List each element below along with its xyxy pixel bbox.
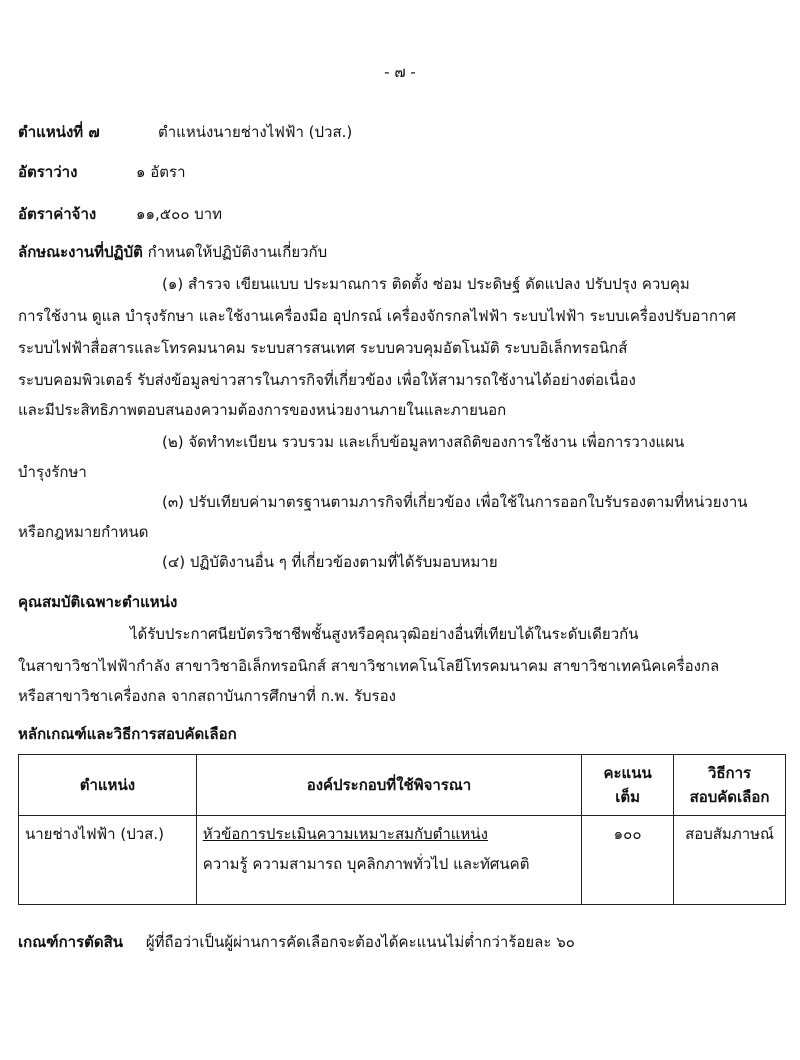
job-line: (๒) จัดทำทะเบียน รวบรวม และเก็บข้อมูลทางสถิติของการใช้งาน เพื่อการวางแผน: [162, 433, 685, 451]
cell-factor: [196, 816, 581, 905]
qualification-heading: คุณสมบัติเฉพาะตำแหน่ง: [18, 593, 178, 611]
job-nature-heading-line: [18, 240, 327, 264]
qualification-line: หรือสาขาวิชาเครื่องกล จากสถาบันการศึกษาที่ ก.พ. รับรอง: [18, 687, 396, 705]
decision-text: ผู้ที่ถือว่าเป็นผู้ผ่านการคัดเลือกจะต้องได้คะแนนไม่ต่ำกว่าร้อยละ ๖๐: [145, 933, 575, 951]
cell-position: นายช่างไฟฟ้า (ปวส.): [19, 816, 197, 905]
col-header-score-line2: เต็ม: [615, 788, 640, 806]
criteria-heading: หลักเกณฑ์และวิธีการสอบคัดเลือก: [18, 725, 237, 743]
factor-title: หัวข้อการประเมินความเหมาะสมกับตำแหน่ง: [202, 825, 488, 843]
position-value: ตำแหน่งนายช่างไฟฟ้า (ปวส.): [158, 123, 353, 141]
decision-line: [18, 930, 575, 954]
col-header-position: ตำแหน่ง: [19, 755, 197, 816]
col-header-score: [582, 755, 674, 816]
criteria-header-row: [19, 755, 786, 816]
decision-label: เกณฑ์การตัดสิน: [18, 933, 124, 951]
job-line: หรือกฎหมายกำหนด: [18, 523, 149, 541]
col-header-method-line1: วิธีการ: [707, 764, 752, 782]
position-label: ตำแหน่งที่ ๗: [18, 123, 100, 141]
col-header-factor: องค์ประกอบที่ใช้พิจารณา: [196, 755, 581, 816]
col-header-method-line2: สอบคัดเลือก: [689, 788, 770, 806]
job-nature-intro: กำหนดให้ปฏิบัติงานเกี่ยวกับ: [147, 243, 328, 261]
job-line: การใช้งาน ดูแล บำรุงรักษา และใช้งานเครื่องมือ อุปกรณ์ เครื่องจักรกลไฟฟ้า ระบบไฟฟ้า ระบบเครื่องปรับอากาศ: [18, 307, 736, 325]
page-number: - ๗ -: [384, 63, 416, 81]
col-header-method: [674, 755, 786, 816]
salary-label: อัตราค่าจ้าง: [18, 205, 97, 223]
vacancy-value: ๑ อัตรา: [136, 163, 186, 181]
cell-score: ๑๐๐: [582, 816, 674, 905]
criteria-table: [18, 754, 786, 905]
vacancy-label: อัตราว่าง: [18, 163, 78, 181]
job-line: (๔) ปฏิบัติงานอื่น ๆ ที่เกี่ยวข้องตามที่ได้รับมอบหมาย: [162, 553, 498, 571]
table-row: [19, 816, 786, 905]
cell-method: สอบสัมภาษณ์: [674, 816, 786, 905]
qualification-line: ได้รับประกาศนียบัตรวิชาชีพชั้นสูงหรือคุณวุฒิอย่างอื่นที่เทียบได้ในระดับเดียวกัน: [130, 625, 639, 643]
job-line: และมีประสิทธิภาพตอบสนองความต้องการของหน่วยงานภายในและภายนอก: [18, 401, 507, 419]
job-line: ระบบไฟฟ้าสื่อสารและโทรคมนาคม ระบบสารสนเทศ ระบบควบคุมอัตโนมัติ ระบบอิเล็กทรอนิกส์: [18, 339, 628, 357]
col-header-score-line1: คะแนน: [603, 764, 652, 782]
job-nature-heading: ลักษณะงานที่ปฏิบัติ: [18, 243, 143, 261]
job-line: (๑) สำรวจ เขียนแบบ ประมาณการ ติดตั้ง ซ่อม ประดิษฐ์ ดัดแปลง ปรับปรุง ควบคุม: [162, 275, 690, 293]
factor-detail: ความรู้ ความสามารถ บุคลิกภาพทั่วไป และทัศนคติ: [202, 855, 530, 873]
job-line: บำรุงรักษา: [18, 463, 87, 481]
salary-value: ๑๑,๕๐๐ บาท: [136, 205, 223, 223]
qualification-line: ในสาขาวิชาไฟฟ้ากำลัง สาขาวิชาอิเล็กทรอนิกส์ สาขาวิชาเทคโนโลยีโทรคมนาคม สาขาวิชาเทคนิคเครื่องกล: [18, 657, 720, 675]
job-line: ระบบคอมพิวเตอร์ รับส่งข้อมูลข่าวสารในภารกิจที่เกี่ยวข้อง เพื่อให้สามารถใช้งานได้อย่างต่อเนื่อง: [18, 371, 636, 389]
job-line: (๓) ปรับเทียบค่ามาตรฐานตามภารกิจที่เกี่ยวข้อง เพื่อใช้ในการออกใบรับรองตามที่หน่วยงาน: [162, 493, 748, 511]
